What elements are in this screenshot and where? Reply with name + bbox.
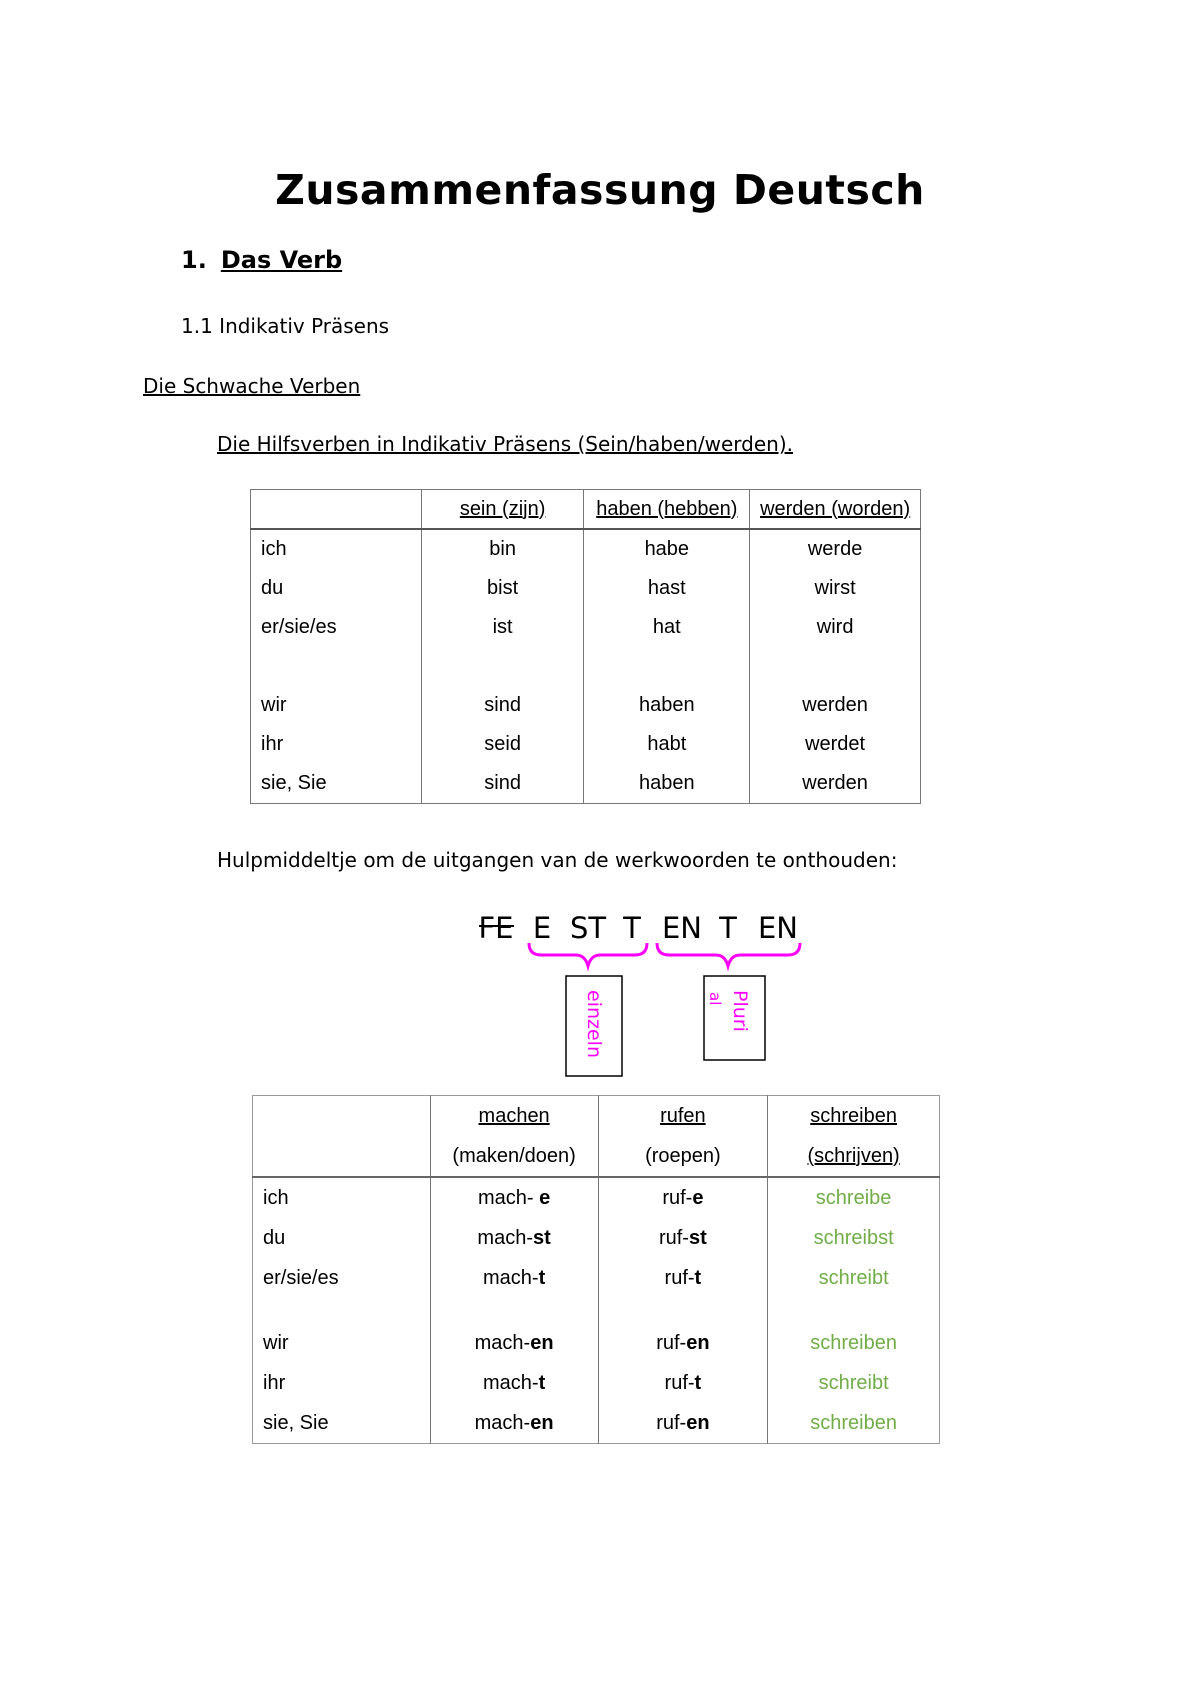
machen-cell — [430, 1177, 598, 1218]
pronoun-cell: ich — [263, 1186, 289, 1209]
header-translation: (roepen) — [645, 1145, 721, 1167]
weak-verbs-heading: Die Schwache Verben — [143, 374, 361, 398]
ending: e — [539, 1186, 551, 1209]
plural-label-part-1: Pluri — [729, 990, 751, 1032]
table-row — [253, 1258, 940, 1298]
ending-e: E — [532, 911, 552, 945]
rufen-cell — [598, 1258, 768, 1298]
singular-brace — [529, 943, 647, 966]
machen-cell — [430, 1403, 598, 1444]
stem: ruf- — [658, 1226, 689, 1249]
stem: ruf- — [664, 1266, 695, 1289]
ending: st — [533, 1226, 551, 1249]
werden-cell: wirst — [750, 569, 921, 608]
sein-cell: ist — [421, 608, 584, 647]
table-row — [253, 1218, 940, 1258]
plural-brace — [657, 943, 800, 966]
haben-cell: habe — [584, 529, 750, 569]
header-werden: werden (worden) — [760, 497, 911, 520]
machen-cell — [430, 1218, 598, 1258]
haben-cell: hast — [584, 569, 750, 608]
table-row — [253, 1177, 940, 1218]
pronoun-cell: wir — [261, 694, 287, 716]
ending: en — [530, 1411, 554, 1434]
header-schreiben — [768, 1096, 940, 1178]
pronoun-cell: sie, Sie — [263, 1411, 329, 1434]
ending-fe: FE — [478, 911, 514, 945]
table-row — [253, 1403, 940, 1444]
pronoun-cell: ich — [261, 538, 287, 560]
werden-cell: werde — [750, 529, 921, 569]
table-row — [253, 1363, 940, 1403]
stem: mach- — [474, 1411, 531, 1434]
machen-cell — [430, 1258, 598, 1298]
ending: st — [688, 1226, 707, 1249]
werden-cell: wird — [750, 608, 921, 647]
document-title: Zusammenfassung Deutsch — [275, 166, 925, 214]
table-row — [253, 1323, 940, 1363]
sein-cell: seid — [421, 725, 584, 764]
sein-cell: sind — [421, 686, 584, 725]
ending: en — [686, 1411, 710, 1434]
schreiben-cell: schreibe — [768, 1177, 940, 1218]
plural-label-part-2: al — [706, 992, 724, 1006]
ending: en — [530, 1331, 554, 1354]
schreiben-cell: schreibt — [768, 1363, 940, 1403]
machen-cell — [430, 1323, 598, 1363]
werden-cell: werden — [750, 686, 921, 725]
ending: t — [538, 1371, 546, 1394]
ending-t: T — [623, 911, 641, 945]
pronoun-cell: sie, Sie — [261, 772, 327, 794]
schreiben-cell: schreiben — [768, 1323, 940, 1363]
header-translation: (schrijven) — [807, 1145, 900, 1167]
ending: e — [692, 1186, 704, 1209]
singular-label: einzeln — [583, 990, 605, 1058]
ending-st: ST — [569, 911, 607, 945]
stem: mach- — [474, 1331, 531, 1354]
haben-cell: haben — [584, 686, 750, 725]
section-title: Das Verb — [220, 246, 343, 274]
haben-cell: haben — [584, 764, 750, 804]
stem: mach- — [477, 1186, 540, 1209]
header-machen — [430, 1096, 598, 1178]
header-verb: machen — [478, 1105, 550, 1127]
stem: ruf- — [656, 1411, 687, 1434]
table-header-row — [253, 1096, 940, 1178]
header-verb: rufen — [660, 1105, 706, 1127]
ending-en-plural: EN — [757, 911, 799, 945]
ending-en: EN — [661, 911, 703, 945]
stem: mach- — [482, 1266, 539, 1289]
subsection-heading: 1.1 Indikativ Präsens — [181, 314, 390, 338]
rufen-cell — [598, 1403, 768, 1444]
rufen-cell — [598, 1177, 768, 1218]
machen-cell — [430, 1363, 598, 1403]
header-rufen — [598, 1096, 768, 1178]
pronoun-cell: du — [261, 577, 284, 599]
aux-verbs-heading: Die Hilfsverben in Indikativ Präsens (Sein/haben/werden). — [217, 432, 793, 456]
mnemonic-intro: Hulpmiddeltje om de uitgangen van de werkwoorden te onthouden: — [217, 848, 898, 872]
werden-cell: werden — [750, 764, 921, 804]
werden-cell: werdet — [750, 725, 921, 764]
schreiben-cell: schreibt — [768, 1258, 940, 1298]
ending-t-plural: T — [719, 911, 737, 945]
sein-cell: sind — [421, 764, 584, 804]
pronoun-cell: er/sie/es — [261, 616, 337, 638]
header-verb: schreiben — [810, 1105, 897, 1127]
spacer-row — [253, 1298, 940, 1323]
stem: mach- — [477, 1226, 533, 1249]
header-translation: (maken/doen) — [452, 1145, 576, 1167]
sein-cell: bist — [421, 569, 584, 608]
header-empty — [253, 1096, 431, 1178]
pronoun-cell: er/sie/es — [263, 1266, 339, 1289]
ending: t — [694, 1266, 702, 1289]
rufen-cell — [598, 1323, 768, 1363]
pronoun-cell: wir — [263, 1331, 289, 1354]
header-sein: sein (zijn) — [459, 497, 546, 520]
schreiben-cell: schreiben — [768, 1403, 940, 1444]
rufen-cell — [598, 1363, 768, 1403]
sein-cell: bin — [421, 529, 584, 569]
rufen-cell — [598, 1218, 768, 1258]
stem: ruf- — [664, 1371, 695, 1394]
haben-cell: hat — [584, 608, 750, 647]
stem: ruf- — [656, 1331, 687, 1354]
ending: t — [538, 1266, 546, 1289]
ending: t — [694, 1371, 702, 1394]
haben-cell: habt — [584, 725, 750, 764]
weak-verbs-table — [252, 1095, 940, 1444]
stem: ruf- — [662, 1186, 693, 1209]
pronoun-cell: du — [263, 1226, 286, 1249]
pronoun-cell: ihr — [263, 1371, 286, 1394]
header-haben: haben (hebben) — [596, 497, 738, 520]
stem: mach- — [482, 1371, 539, 1394]
section-number: 1. — [181, 246, 207, 274]
schreiben-cell: schreibst — [768, 1218, 940, 1258]
ending: en — [686, 1331, 710, 1354]
pronoun-cell: ihr — [261, 733, 284, 755]
